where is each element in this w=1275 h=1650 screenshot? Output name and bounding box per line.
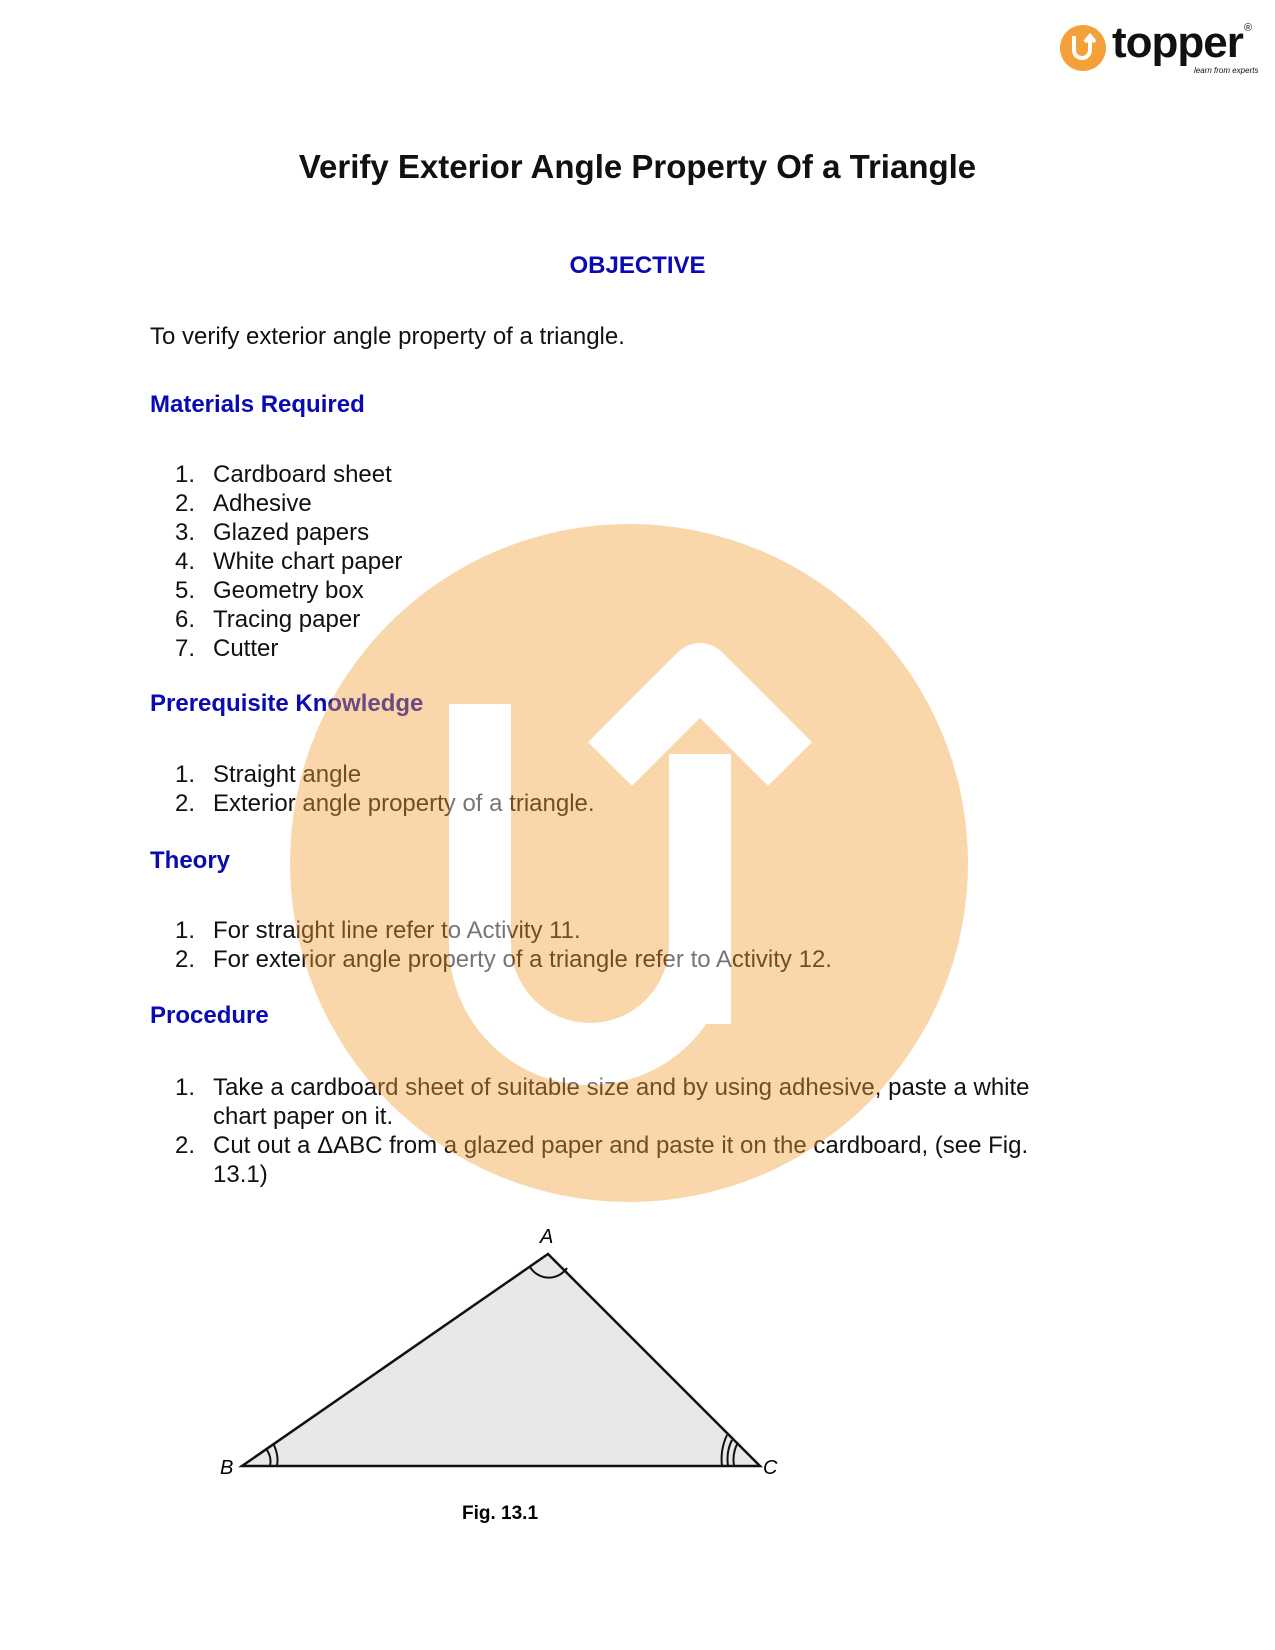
- figure-caption: Fig. 13.1: [461, 1503, 539, 1524]
- list-item: 2. For exterior angle property of a triangle refer to Activity 12.: [175, 946, 832, 973]
- page-title: Verify Exterior Angle Property Of a Triangle: [298, 148, 977, 185]
- list-item: 1. Take a cardboard sheet of suitable size and by using adhesive, paste a white chart paper on it.: [175, 1074, 1030, 1130]
- list-item: 6. Tracing paper: [175, 606, 361, 633]
- list-item: 1. Straight angle: [175, 761, 362, 788]
- vertex-label-a: A: [540, 1226, 554, 1248]
- list-item: 2. Cut out a ΔABC from a glazed paper and paste it on the cardboard, (see Fig. 13.1): [175, 1132, 1029, 1188]
- vertex-label-b: B: [220, 1457, 234, 1479]
- list-item: 2. Exterior angle property of a triangle.: [175, 790, 595, 817]
- list-item: 1. For straight line refer to Activity 11.: [175, 917, 581, 944]
- list-item: 3. Glazed papers: [175, 519, 370, 546]
- logo-registered: ®: [1244, 22, 1253, 34]
- logo-brand: topper: [1112, 18, 1243, 67]
- theory-heading: Theory: [150, 847, 231, 874]
- list-item: 2. Adhesive: [175, 490, 312, 517]
- list-item: 5. Geometry box: [175, 577, 364, 604]
- list-item: 4. White chart paper: [175, 548, 403, 575]
- procedure-heading: Procedure: [150, 1002, 269, 1029]
- materials-heading: Materials Required: [150, 391, 365, 418]
- objective-text: To verify exterior angle property of a triangle.: [150, 323, 625, 350]
- vertex-label-c: C: [763, 1457, 778, 1479]
- logo-tagline: learn from experts: [1194, 66, 1259, 75]
- triangle-abc: [242, 1254, 760, 1466]
- prerequisite-heading: Prerequisite Knowledge: [150, 690, 424, 717]
- objective-heading: OBJECTIVE: [569, 252, 706, 279]
- list-item: 1. Cardboard sheet: [175, 461, 392, 488]
- list-item: 7. Cutter: [175, 635, 279, 662]
